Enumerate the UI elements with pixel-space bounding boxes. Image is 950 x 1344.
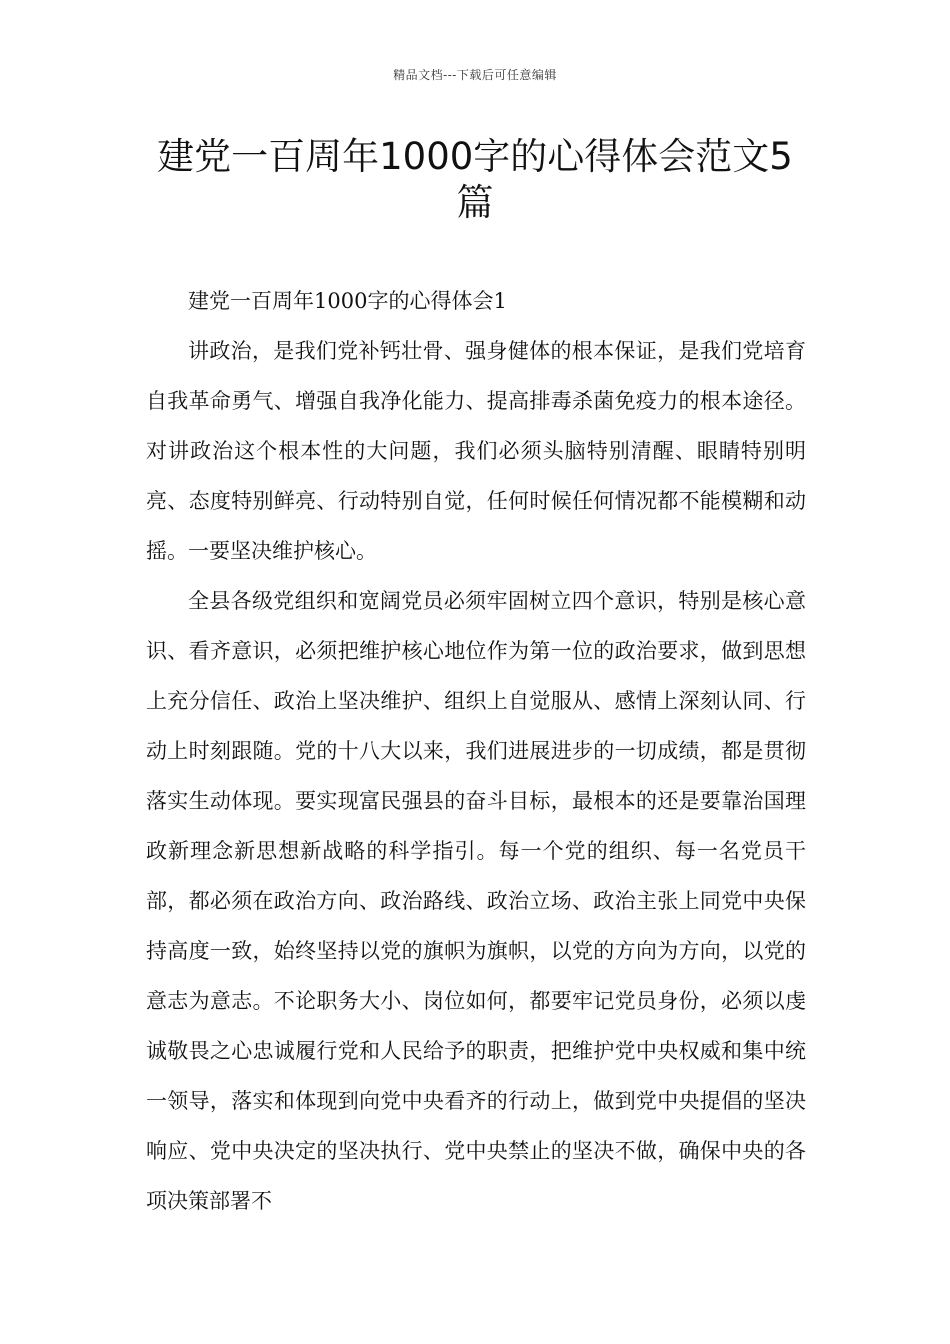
document-title: 建党一百周年1000字的心得体会范文5篇	[157, 135, 793, 224]
section-heading: 建党一百周年1000字的心得体会1	[188, 289, 507, 313]
paragraph: 全县各级党组织和宽阔党员必须牢固树立四个意识，特别是核心意识、看齐意识，必须把维护核心地位作为第一位的政治要求，做到思想上充分信任、政治上坚决维护、组织上自觉服从、感情上深刻认同、行动上时刻跟随。党的十八大以来，我们进展进步的一切成绩，都是贯彻落实生动体现。要实现富民强县的奋斗目标，最根本的还是要靠治国理政新理念新思想新战略的科学指引。每一个党的组织、每一名党员干部，都必须在政治方向、政治路线、政治立场、政治主张上同党中央保持高度一致，始终坚持以党的旗帜为旗帜，以党的方向为方向，以党的意志为意志。不论职务大小、岗位如何，都要牢记党员身份，必须以虔诚敬畏之心忠诚履行党和人民给予的职责，把维护党中央权威和集中统一领导，落实和体现到向党中央看齐的行动上，做到党中央提倡的坚决响应、党中央决定的坚决执行、党中央禁止的坚决不做，确保中央的各项决策部署不	[146, 589, 806, 1213]
header-note: 精品文档---下载后可任意编辑	[393, 68, 557, 82]
paragraph: 讲政治，是我们党补钙壮骨、强身健体的根本保证，是我们党培育自我革命勇气、增强自我净化能力、提高排毒杀菌免疫力的根本途径。对讲政治这个根本性的大问题，我们必须头脑特别清醒、眼睛特别明亮、态度特别鲜亮、行动特别自觉，任何时候任何情况都不能模糊和动摇。一要坚决维护核心。	[146, 339, 806, 563]
document-body	[146, 276, 806, 1226]
